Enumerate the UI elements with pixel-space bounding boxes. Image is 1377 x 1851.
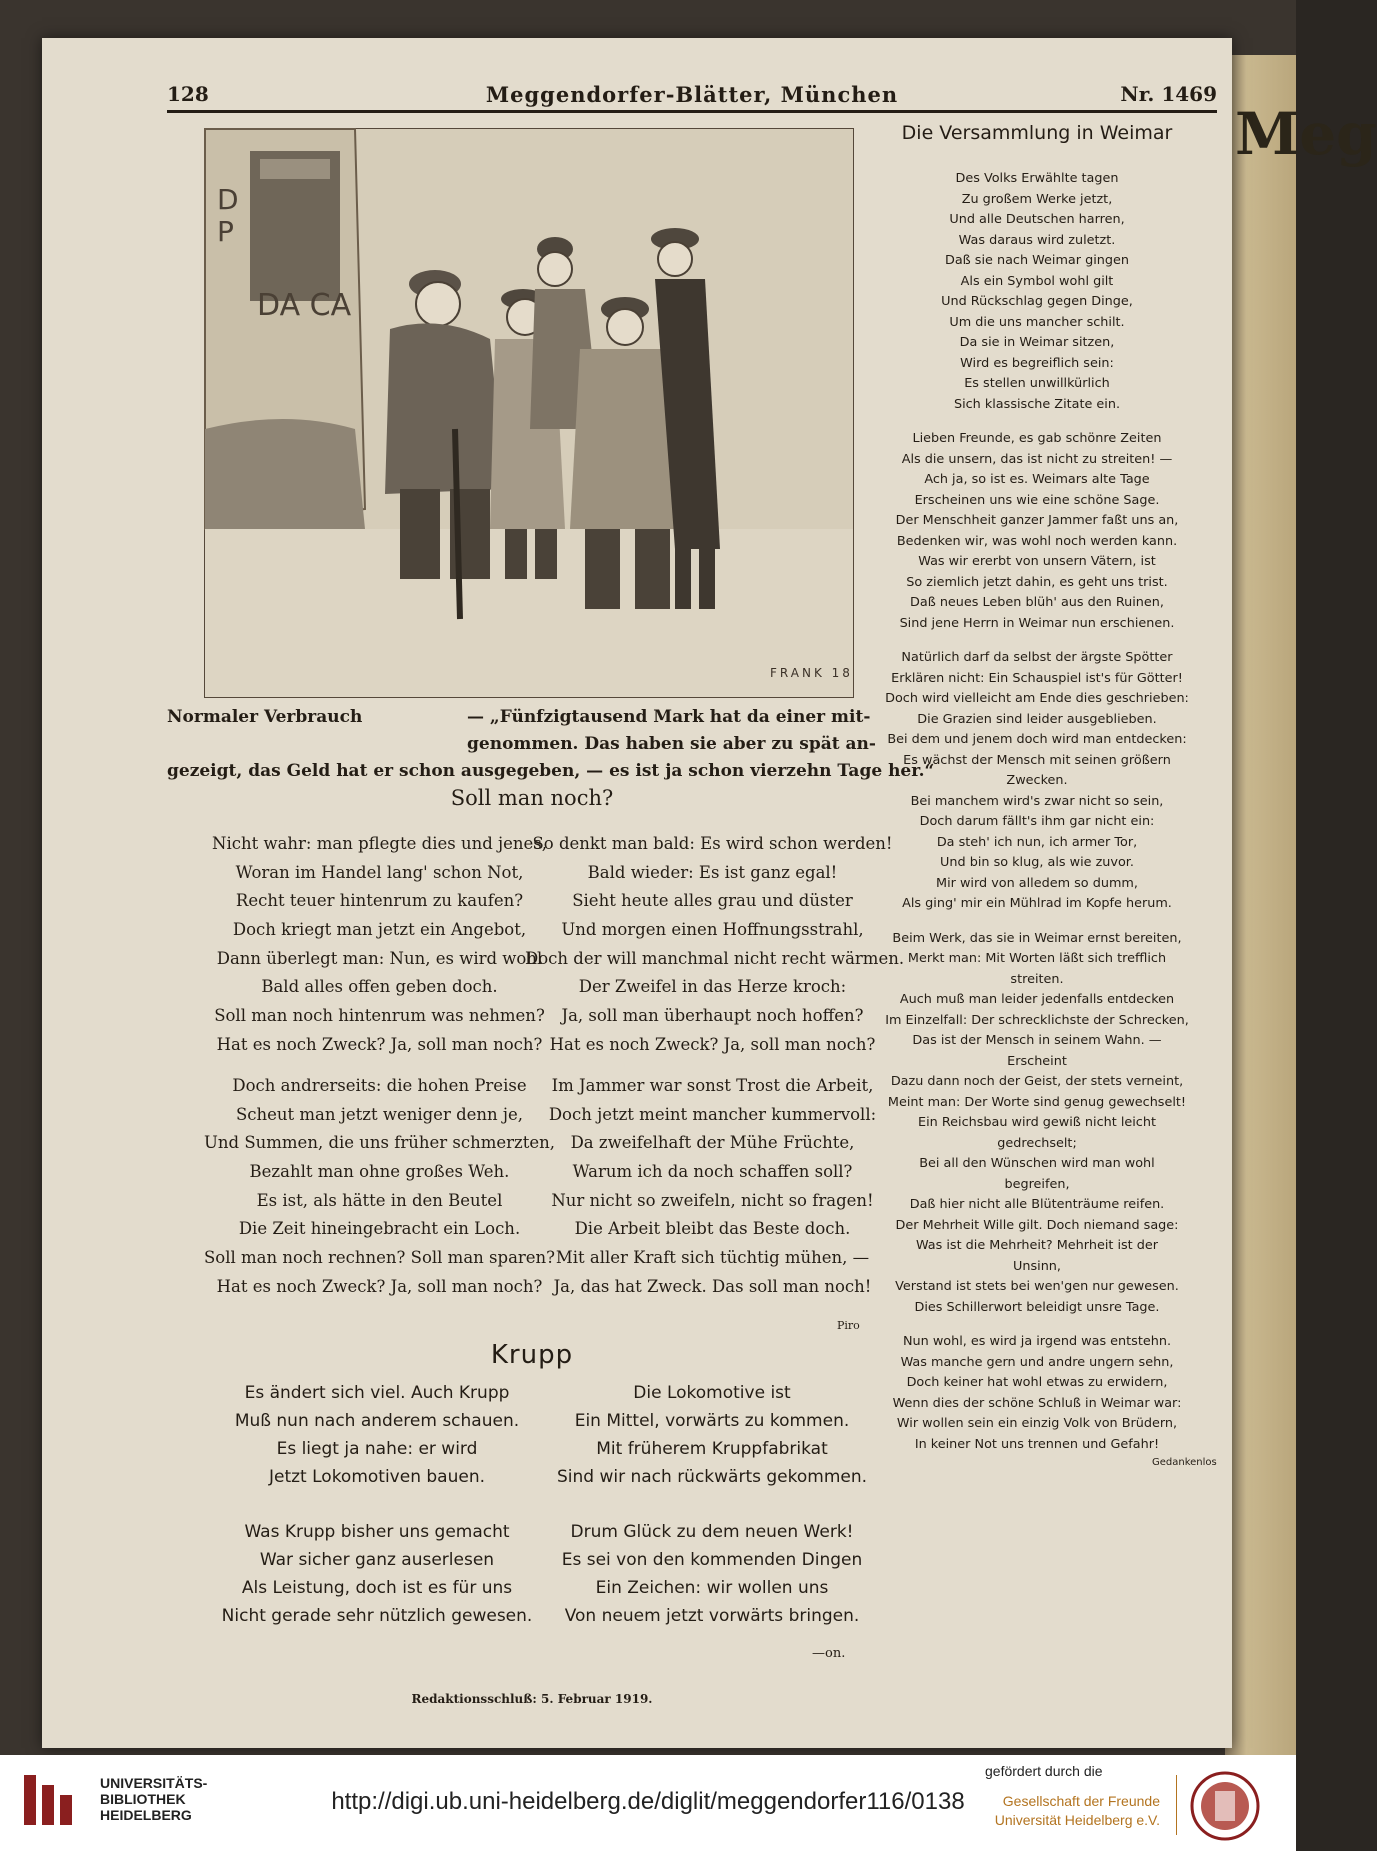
soll-right-stanza-2 (525, 1072, 900, 1302)
verse-line: So ziemlich jetzt dahin, es geht uns trist. (906, 574, 1168, 590)
verse-line: Was manche gern und andre ungern sehn, (900, 1354, 1174, 1370)
verse-line: Ach ja, so ist es. Weimars alte Tage (924, 472, 1150, 487)
poem-author: Gedankenlos (1152, 1457, 1217, 1468)
permalink[interactable]: http://digi.ub.uni-heidelberg.de/diglit/meggendorfer116/0138 (331, 1788, 965, 1815)
library-name-line: BIBLIOTHEK (100, 1791, 186, 1807)
soll-left-stanza-1 (202, 830, 557, 1060)
svg-text:P: P (217, 215, 234, 248)
verse-line: Lieben Freunde, es gab schönre Zeiten (912, 431, 1162, 446)
verse-line: Es ändert sich viel. Auch Krupp (244, 1383, 510, 1403)
society-name: Gesellschaft der Freunde (1002, 1793, 1160, 1809)
issue-number: Nr. 1469 (1120, 82, 1217, 106)
verse-line: gedrechselt; (997, 1135, 1077, 1151)
verse-line: Das ist der Mensch in seinem Wahn. — (912, 1033, 1162, 1048)
soll-right-stanza-1 (525, 830, 905, 1060)
society-name: Universität Heidelberg e.V. (994, 1812, 1160, 1828)
verse-line: Meint man: Der Worte sind genug gewechselt! (887, 1094, 1187, 1110)
artist-signature: FRANK 18 (770, 666, 853, 680)
verse-line: Unsinn, (1013, 1258, 1061, 1274)
verse-line: Daß hier nicht alle Blütenträume reifen. (909, 1197, 1165, 1212)
verse-line: Und Rückschlag gegen Dinge, (941, 294, 1133, 309)
verse-line: Als Leistung, doch ist es für uns (241, 1578, 513, 1598)
library-footer (0, 1755, 1296, 1851)
verse-line: Jetzt Lokomotiven bauen. (268, 1467, 485, 1487)
verse-line: Beim Werk, das sie in Weimar ernst bereiten, (892, 930, 1182, 946)
verse-line: Es ist, als hätte in den Beutel (256, 1190, 503, 1210)
verse-line: Sieht heute alles grau und düster (572, 891, 853, 911)
verse-line: Recht teuer hintenrum zu kaufen? (235, 891, 524, 911)
caption-line: — „Fünfzigtausend Mark hat da einer mit- (467, 707, 871, 727)
verse-line: Und Summen, die uns früher schmerzten, (204, 1133, 555, 1153)
verse-line: Der Mehrheit Wille gilt. Doch niemand sage: (895, 1217, 1179, 1233)
footer-divider (1176, 1775, 1177, 1835)
verse-line: Im Einzelfall: Der schrecklichste der Schrecken, (885, 1012, 1189, 1028)
verse-line: Nicht wahr: man pflegte dies und jenes, (212, 834, 547, 853)
soll-left-stanza-2 (202, 1072, 557, 1302)
verse-line: Doch keiner hat wohl etwas zu erwidern, (906, 1375, 1168, 1390)
verse-line: Erklären nicht: Ein Schauspiel ist's für Götter! (891, 670, 1183, 686)
krupp-right-stanza-1 (527, 1379, 897, 1491)
editorial-deadline: Redaktionsschluß: 5. Februar 1919. (411, 1692, 653, 1706)
verse-line: Wenn dies der schöne Schluß in Weimar war: (892, 1395, 1182, 1411)
library-name-line: UNIVERSITÄTS- (100, 1775, 208, 1791)
verse-line: Ein Reichsbau wird gewiß nicht leicht (918, 1115, 1156, 1130)
poem-title-krupp: Krupp (490, 1340, 574, 1370)
verse-line: Da zweifelhaft der Mühe Früchte, (570, 1133, 855, 1153)
cartoon-caption (167, 704, 935, 785)
verse-line: Als ein Symbol wohl gilt (960, 273, 1114, 289)
verse-line: Was Krupp bisher uns gemacht (244, 1522, 510, 1542)
verse-line: Was ist die Mehrheit? Mehrheit ist der (915, 1238, 1159, 1253)
verse-line: Bald wieder: Es ist ganz egal! (587, 862, 838, 882)
verse-line: Hat es noch Zweck? Ja, soll man noch? (216, 1034, 543, 1054)
verse-line: Es stellen unwillkürlich (964, 376, 1110, 391)
support-text: gefördert durch die (985, 1763, 1103, 1779)
verse-line: Was daraus wird zuletzt. (958, 232, 1116, 248)
verse-line: Nur nicht so zweifeln, nicht so fragen! (551, 1190, 874, 1210)
poem-title-soll: Soll man noch? (450, 786, 614, 810)
verse-line: Bei dem und jenem doch wird man entdecken: (887, 732, 1187, 747)
verse-line: Doch der will manchmal nicht recht wärmen. (525, 948, 905, 968)
verse-line: Der Zweifel in das Herze kroch: (578, 977, 847, 997)
verse-line: Doch andrerseits: die hohen Preise (232, 1076, 527, 1095)
verse-line: Bezahlt man ohne großes Weh. (249, 1162, 510, 1182)
verse-line: Des Volks Erwählte tagen (955, 171, 1119, 186)
verse-line: Die Grazien sind leider ausgeblieben. (917, 711, 1157, 727)
verse-line: Nicht gerade sehr nützlich gewesen. (221, 1606, 533, 1626)
verse-line: Drum Glück zu dem neuen Werk! (570, 1522, 854, 1542)
verse-line: Und morgen einen Hoffnungsstrahl, (561, 920, 864, 940)
verse-line: Die Arbeit bleibt das Beste doch. (574, 1219, 851, 1239)
verse-line: Merkt man: Mit Worten läßt sich trefflich (907, 951, 1167, 966)
verse-line: Warum ich da noch schaffen soll? (572, 1162, 853, 1182)
verse-line: Mir wird von alledem so dumm, (936, 875, 1138, 891)
verse-line: Es sei von den kommenden Dingen (561, 1550, 863, 1570)
verse-line: Erscheinen uns wie eine schöne Sage. (914, 492, 1160, 508)
verse-line: Wird es begreiflich sein: (960, 355, 1114, 371)
next-page-edge (1225, 55, 1377, 1755)
verse-line: Zu großem Werke jetzt, (961, 191, 1113, 207)
university-seal-icon (1185, 1769, 1265, 1843)
next-page-fragment: Meg (1235, 100, 1377, 168)
verse-line: Da sie in Weimar sitzen, (959, 335, 1115, 350)
verse-line: Verstand ist stets bei wen'gen nur gewesen. (895, 1279, 1179, 1294)
poster-text: DA CA (257, 288, 352, 323)
journal-title: Meggendorfer-Blätter, München (485, 82, 899, 107)
verse-line: Ja, das hat Zweck. Das soll man noch! (553, 1276, 872, 1296)
verse-line: Die Zeit hineingebracht ein Loch. (238, 1219, 521, 1239)
caption-line: gezeigt, das Geld hat er schon ausgegeben, — es ist ja schon vierzehn Tage her.“ (167, 761, 935, 781)
verse-line: Von neuem jetzt vorwärts bringen. (564, 1606, 860, 1626)
verse-line: Hat es noch Zweck? Ja, soll man noch? (216, 1276, 543, 1296)
verse-line: Um die uns mancher schilt. (949, 314, 1125, 330)
verse-line: Ja, soll man überhaupt noch hoffen? (561, 1006, 864, 1026)
header-rule (167, 110, 1217, 113)
verse-line: Sind jene Herrn in Weimar nun erschienen. (899, 615, 1175, 631)
verse-line: Dazu dann noch der Geist, der stets verneint, (890, 1074, 1184, 1089)
verse-line: Natürlich darf da selbst der ärgste Spötter (901, 650, 1173, 665)
magazine-page (42, 38, 1232, 1748)
verse-line: Scheut man jetzt weniger denn je, (235, 1104, 524, 1124)
verse-line: Und bin so klug, als wie zuvor. (940, 855, 1134, 870)
cartoon-illustration (204, 128, 854, 698)
verse-line: Doch kriegt man jetzt ein Angebot, (232, 920, 527, 940)
verse-line: begreifen, (1004, 1176, 1070, 1192)
poem-author: —on. (812, 1646, 846, 1661)
verse-line: Ein Zeichen: wir wollen uns (595, 1578, 829, 1598)
verse-line: Die Lokomotive ist (633, 1383, 791, 1403)
verse-line: Was wir ererbt von unsern Vätern, ist (918, 554, 1156, 569)
poem-author: Piro (837, 1319, 860, 1332)
verse-line: Zwecken. (1006, 773, 1068, 788)
verse-line: Im Jammer war sonst Trost die Arbeit, (551, 1076, 874, 1095)
verse-line: Bedenken wir, was wohl noch werden kann. (896, 533, 1178, 549)
verse-line: Doch darum fällt's ihm gar nicht ein: (919, 814, 1155, 829)
verse-line: Bei all den Wünschen wird man wohl (919, 1156, 1155, 1171)
verse-line: Erscheint (1007, 1053, 1067, 1069)
verse-line: Muß nun nach anderem schauen. (234, 1411, 520, 1431)
verse-line: Bei manchem wird's zwar nicht so sein, (910, 793, 1164, 809)
verse-line: Nun wohl, es wird ja irgend was entstehn. (902, 1334, 1172, 1349)
verse-line: Auch muß man leider jedenfalls entdecken (899, 992, 1175, 1007)
verse-line: streiten. (1010, 971, 1064, 987)
verse-line: Hat es noch Zweck? Ja, soll man noch? (549, 1034, 876, 1054)
library-name-line: HEIDELBERG (100, 1807, 192, 1823)
verse-line: Doch wird vielleicht am Ende dies geschrieben: (885, 691, 1189, 706)
verse-line: War sicher ganz auserlesen (259, 1550, 495, 1570)
svg-text:D: D (217, 183, 239, 216)
verse-line: Mit früherem Kruppfabrikat (596, 1439, 828, 1459)
verse-line: Als die unsern, das ist nicht zu streiten! — (901, 451, 1173, 467)
krupp-right-stanza-2 (527, 1518, 897, 1630)
verse-line: Dann überlegt man: Nun, es wird wohl (216, 948, 543, 968)
verse-line: Mit aller Kraft sich tüchtig mühen, — (555, 1248, 870, 1268)
verse-line: Soll man noch hintenrum was nehmen? (214, 1006, 545, 1026)
verse-line: Als ging' mir ein Mühlrad im Kopfe herum. (902, 896, 1172, 911)
page-number: 128 (167, 82, 209, 106)
verse-line: Bald alles offen geben doch. (261, 977, 498, 997)
caption-title: Normaler Verbrauch (167, 707, 363, 727)
verse-line: In keiner Not uns trennen und Gefahr! (914, 1436, 1160, 1452)
verse-line: Wir wollen sein ein einzig Volk von Brüdern, (896, 1416, 1178, 1431)
verse-line: Da steh' ich nun, ich armer Tor, (936, 834, 1138, 850)
krupp-left-stanza-1 (192, 1379, 562, 1491)
verse-line: Der Menschheit ganzer Jammer faßt uns an, (895, 513, 1179, 528)
verse-line: Dies Schillerwort beleidigt unsre Tage. (914, 1299, 1160, 1315)
verse-line: Es liegt ja nahe: er wird (276, 1439, 478, 1459)
caption-line: genommen. Das haben sie aber zu spät an- (467, 734, 876, 754)
verse-line: Daß neues Leben blüh' aus den Ruinen, (910, 595, 1164, 610)
poem-title-weimar: Die Versammlung in Weimar (901, 122, 1173, 144)
cartoon-drawing (205, 129, 853, 697)
verse-line: Ein Mittel, vorwärts zu kommen. (574, 1411, 850, 1431)
verse-line: Doch jetzt meint mancher kummervoll: (548, 1104, 877, 1124)
verse-line: Sich klassische Zitate ein. (953, 396, 1121, 412)
verse-line: Es wächst der Mensch mit seinen größern (903, 752, 1171, 768)
verse-line: Sind wir nach rückwärts gekommen. (556, 1467, 868, 1487)
verse-line: Daß sie nach Weimar gingen (944, 253, 1130, 268)
verse-line: Und alle Deutschen harren, (949, 212, 1125, 227)
verse-line: So denkt man bald: Es wird schon werden! (532, 834, 893, 853)
verse-line: Woran im Handel lang' schon Not, (235, 862, 524, 882)
krupp-left-stanza-2 (192, 1518, 562, 1630)
verse-line: Soll man noch rechnen? Soll man sparen? (203, 1248, 556, 1268)
